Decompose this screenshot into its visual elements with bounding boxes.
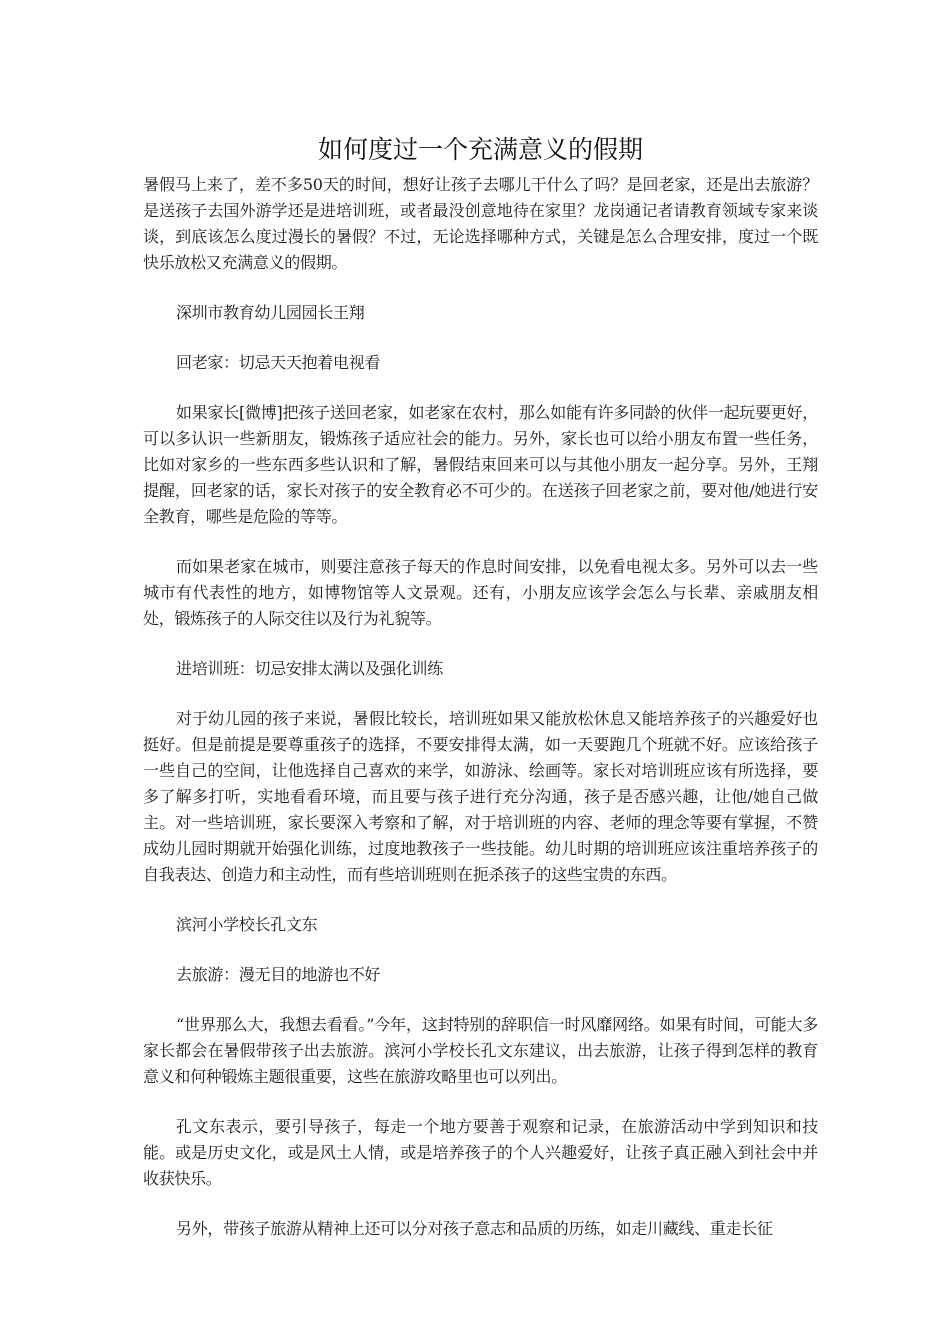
intro-paragraph: 暑假马上来了，差不多50天的时间，想好让孩子去哪儿干什么了吗？是回老家，还是出去旅游？是送孩子去国外游学还是进培训班，或者最没创意地待在家里？龙岗通记者请教育领域专家来谈谈，到底该怎么度过漫长的暑假？不过，无论选择哪种方式，关键是怎么合理安排，度过一个既快乐放松又充满意义的假期。: [143, 175, 818, 272]
document-page: [143, 128, 818, 1266]
body-paragraph: “世界那么大，我想去看看。”今年，这封特别的辞职信一时风靡网络。如果有时间，可能大多家长都会在暑假带孩子出去旅游。滨河小学校长孔文东建议，出去旅游，让孩子得到怎样的教育意义和何种锻炼主题很重要，这些在旅游攻略里也可以列出。: [143, 1015, 818, 1086]
body-paragraph: 对于幼儿园的孩子来说，暑假比较长，培训班如果又能放松休息又能培养孩子的兴趣爱好也挺好。但是前提是要尊重孩子的选择，不要安排得太满，如一天要跑几个班就不好。应该给孩子一些自己的空间，让他选择自己喜欢的来学，如游泳、绘画等。家长对培训班应该有所选择，要多了解多打听，实地看看环境，而且要与孩子进行充分沟通，孩子是否感兴趣，让他/她自己做主。对一些培训班，家长要深入考察和了解，对于培训班的内容、老师的理念等要有掌握，不赞成幼儿园时期就开始强化训练，过度地教孩子一些技能。幼儿时期的培训班应该注重培养孩子的自我表达、创造力和主动性，而有些培训班则在扼杀孩子的这些宝贵的东西。: [143, 709, 818, 884]
section-heading-travel: 去旅游：漫无目的地游也不好: [176, 965, 381, 984]
section-heading-hometown: 回老家：切忌天天抱着电视看: [176, 353, 381, 372]
speaker-heading-kong-wendong: 滨河小学校长孔文东: [176, 915, 318, 934]
body-paragraph: 如果家长[微博]把孩子送回老家，如老家在农村，那么如能有许多同龄的伙伴一起玩要更好，可以多认识一些新朋友，锻炼孩子适应社会的能力。另外，家长也可以给小朋友布置一些任务，比如对家乡的一些东西多些认识和了解，暑假结束回来可以与其他小朋友一起分享。另外，王翔提醒，回老家的话，家长对孩子的安全教育必不可少的。在送孩子回老家之前，要对他/她进行安全教育，哪些是危险的等等。: [143, 403, 818, 526]
body-paragraph: 另外，带孩子旅游从精神上还可以分对孩子意志和品质的历练，如走川藏线、重走长征: [176, 1219, 773, 1238]
body-paragraph: 而如果老家在城市，则要注意孩子每天的作息时间安排，以免看电视太多。另外可以去一些城市有代表性的地方，如博物馆等人文景观。还有，小朋友应该学会怎么与长辈、亲戚朋友相处，锻炼孩子的人际交往以及行为礼貌等。: [143, 557, 818, 628]
body-paragraph: 孔文东表示，要引导孩子，每走一个地方要善于观察和记录，在旅游活动中学到知识和技能。或是历史文化，或是风土人情，或是培养孩子的个人兴趣爱好，让孩子真正融入到社会中并收获快乐。: [143, 1117, 818, 1188]
speaker-heading-wang-xiang: 深圳市教育幼儿园园长王翔: [176, 303, 365, 322]
document-body: [143, 172, 818, 1242]
section-heading-training: 进培训班：切忌安排太满以及强化训练: [176, 659, 443, 678]
document-title: 如何度过一个充满意义的假期: [317, 135, 643, 164]
